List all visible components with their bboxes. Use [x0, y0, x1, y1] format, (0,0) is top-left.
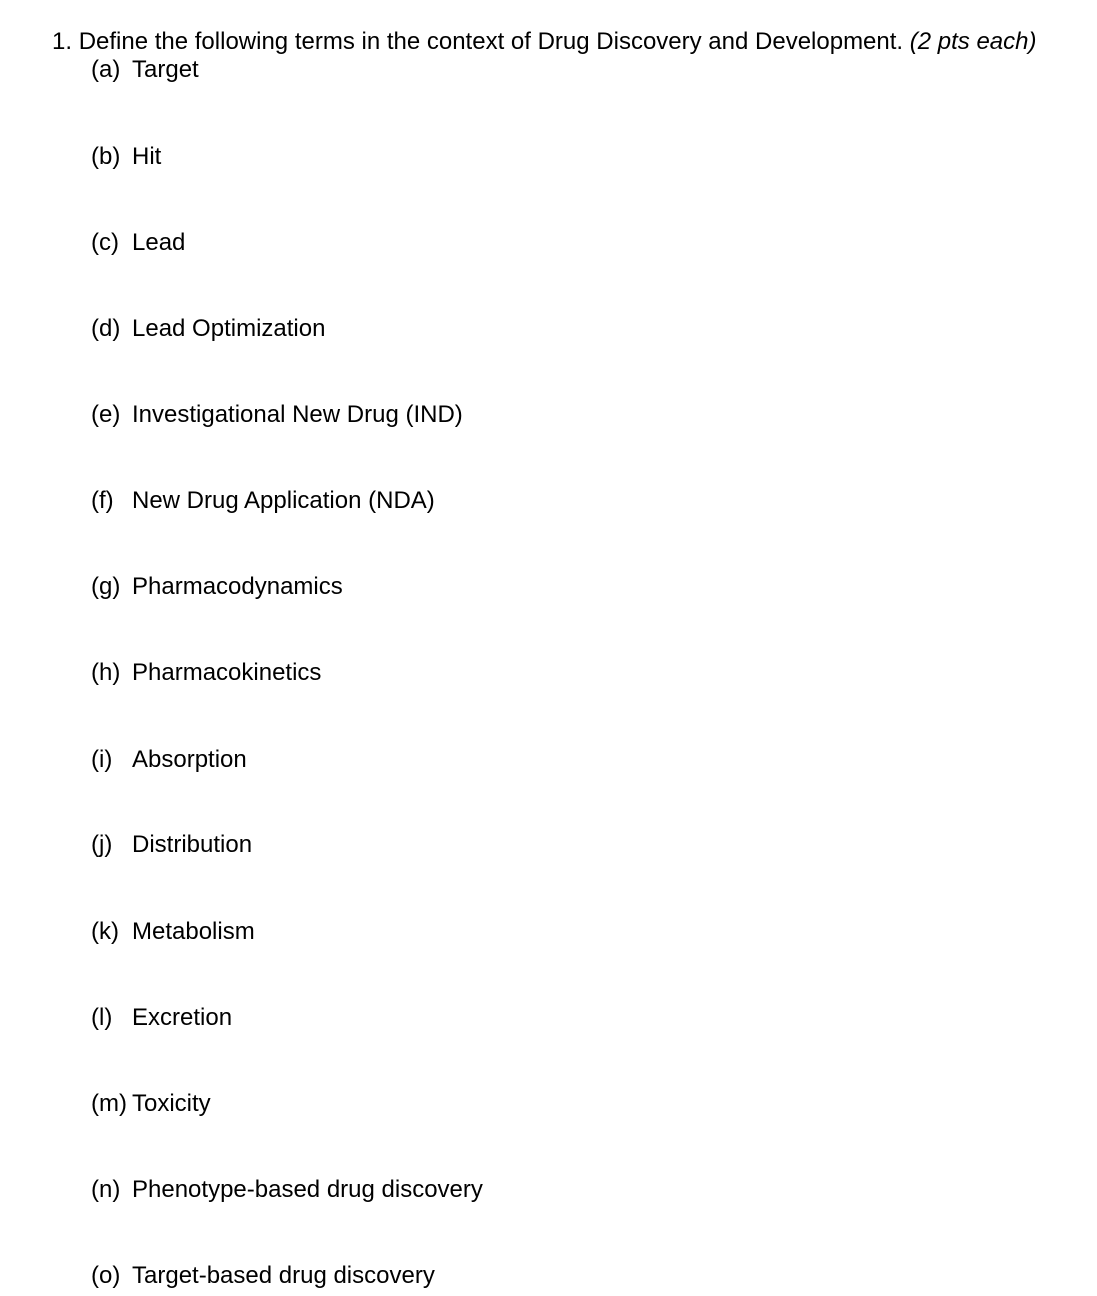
- term-label: Pharmacodynamics: [132, 573, 343, 600]
- term-letter: (k): [91, 918, 119, 945]
- term-letter: (m): [91, 1090, 127, 1117]
- term-letter: (o): [91, 1262, 121, 1289]
- term-letter: (f): [91, 487, 114, 514]
- term-letter: (b): [91, 143, 121, 170]
- term-item-j: [91, 831, 252, 859]
- question-text: Define the following terms in the context of Drug Discovery and Development.: [78, 28, 904, 55]
- term-letter: (i): [91, 746, 113, 773]
- term-item-n: [91, 1176, 483, 1204]
- term-letter: (h): [91, 659, 121, 686]
- term-item-f: [91, 487, 435, 515]
- term-label: Lead Optimization: [132, 315, 326, 342]
- term-item-d: [91, 315, 325, 343]
- term-letter: (a): [91, 56, 121, 83]
- term-item-l: [91, 1004, 232, 1032]
- term-label: Metabolism: [132, 918, 255, 945]
- term-item-k: [91, 918, 255, 946]
- term-letter: (g): [91, 573, 121, 600]
- term-label: Pharmacokinetics: [132, 659, 322, 686]
- term-label: Toxicity: [132, 1090, 211, 1117]
- term-item-e: [91, 401, 463, 429]
- term-label: Excretion: [132, 1004, 233, 1031]
- term-item-b: [91, 143, 161, 171]
- term-letter: (j): [91, 831, 113, 858]
- term-label: Distribution: [132, 831, 253, 858]
- term-letter: (e): [91, 401, 121, 428]
- term-item-i: [91, 746, 247, 774]
- term-label: Lead: [132, 229, 186, 256]
- term-item-g: [91, 573, 343, 601]
- term-letter: (d): [91, 315, 121, 342]
- term-item-m: [91, 1090, 211, 1118]
- term-letter: (n): [91, 1176, 121, 1203]
- term-label: Investigational New Drug (IND): [132, 401, 463, 428]
- term-label: Hit: [132, 143, 162, 170]
- term-item-o: [91, 1262, 435, 1290]
- term-item-c: [91, 229, 185, 257]
- term-label: New Drug Application (NDA): [132, 487, 435, 514]
- question-heading: [52, 28, 1037, 56]
- term-item-h: [91, 659, 321, 687]
- question-number: 1.: [52, 28, 73, 55]
- term-label: Target-based drug discovery: [132, 1262, 435, 1289]
- term-label: Target: [132, 56, 199, 83]
- term-label: Phenotype-based drug discovery: [132, 1176, 483, 1203]
- term-letter: (c): [91, 229, 119, 256]
- term-label: Absorption: [132, 746, 247, 773]
- question-points: (2 pts each): [909, 28, 1037, 55]
- term-item-a: [91, 56, 199, 84]
- term-letter: (l): [91, 1004, 113, 1031]
